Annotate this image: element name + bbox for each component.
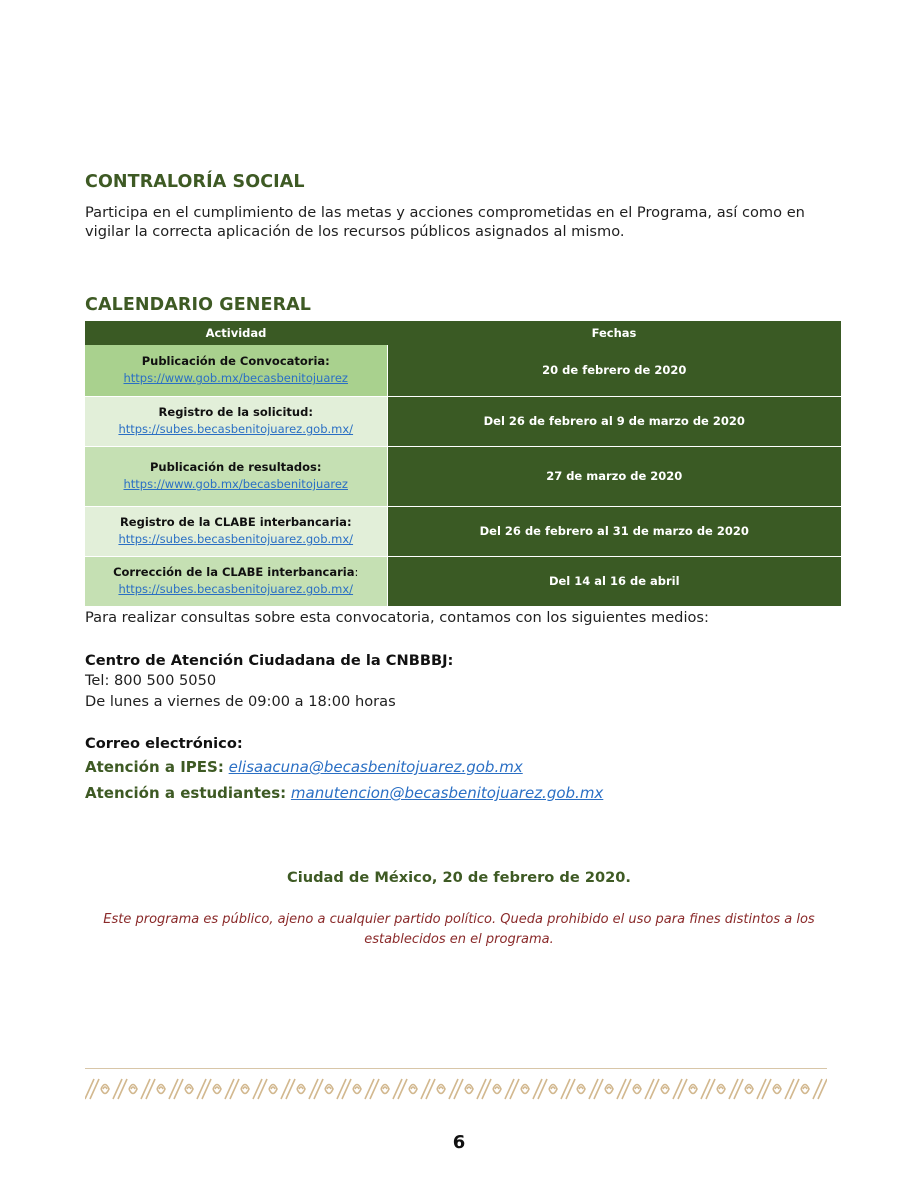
ornament-stroke [365,1079,379,1099]
contraloria-body: Participa en el cumplimiento de las metas y acciones comprometidas en el Programa, así como en vigilar la correcta aplicación de los recursos públicos asignados al mismo. [85,204,805,240]
activity-label-suffix: : [354,565,359,579]
ornament-swirl [717,1085,725,1094]
ornament-swirl [325,1085,333,1094]
ipes-label: Atención a IPES: [85,758,224,776]
ornament-stroke [449,1079,463,1099]
ornament-swirl [185,1085,193,1094]
ornament-stroke [589,1079,603,1099]
date-cell: 20 de febrero de 2020 [387,345,841,396]
ornament-stroke [141,1079,155,1099]
activity-cell [85,396,387,446]
footer-divider [85,1068,827,1069]
correo-title: Correo electrónico: [85,735,243,752]
ornament-stroke [197,1079,211,1099]
ornament-stroke [701,1079,715,1099]
page-number: 6 [452,1132,466,1153]
activity-link[interactable]: https://subes.becasbenitojuarez.gob.mx/ [118,422,354,436]
ornament-stroke [533,1079,547,1099]
activity-label-text: Corrección de la CLABE interbancaria [113,565,355,579]
activity-link[interactable]: https://subes.becasbenitojuarez.gob.mx/ [118,582,354,596]
ornament-swirl [353,1085,361,1094]
ornament-stroke [85,1079,99,1099]
activity-link[interactable]: https://www.gob.mx/becasbenitojuarez [123,477,348,491]
activity-label [85,564,387,581]
ornament-stroke [113,1079,127,1099]
activity-cell [85,345,387,396]
ornament-stroke [617,1079,631,1099]
ornament-stroke [757,1079,771,1099]
centro-title: Centro de Atención Ciudadana de la CNBBBJ: [85,652,454,669]
ornament-swirl [213,1085,221,1094]
table-header-row [85,321,841,345]
activity-label: Registro de la solicitud: [158,405,313,419]
centro-horario: De lunes a viernes de 09:00 a 18:00 horas [85,693,396,710]
ornament-swirl [689,1085,697,1094]
activity-link[interactable]: https://www.gob.mx/becasbenitojuarez [123,371,348,386]
ornament-swirl [633,1085,641,1094]
activity-label: Registro de la CLABE interbancaria: [119,515,352,529]
ornament-stroke [505,1079,519,1099]
calendario-title: CALENDARIO GENERAL [85,295,312,315]
ornament-stroke [169,1079,183,1099]
ornament-swirl [605,1085,613,1094]
centro-tel: Tel: 800 500 5050 [85,672,217,689]
ornament-swirl [465,1085,473,1094]
ornament-stroke [281,1079,295,1099]
date-cell: Del 26 de febrero al 31 de marzo de 2020 [387,506,841,556]
consultas-intro: Para realizar consultas sobre esta convocatoria, contamos con los siguientes medios: [85,609,709,626]
activity-label: Publicación de Convocatoria: [141,354,330,369]
ornament-swirl [745,1085,753,1094]
ornament-stroke [673,1079,687,1099]
ornament-stroke [393,1079,407,1099]
activity-cell [85,446,387,506]
contraloria-title: CONTRALORÍA SOCIAL [85,172,305,192]
ornament-swirl [157,1085,165,1094]
decorative-ornament-band [85,1077,827,1101]
ornament-swirl [801,1085,809,1094]
header-fechas: Fechas [387,321,841,345]
ornament-stroke [645,1079,659,1099]
estudiantes-email-link[interactable]: manutencion@becasbenitojuarez.gob.mx [290,784,604,802]
ornament-swirl [241,1085,249,1094]
table-row [85,506,841,556]
city-date: Ciudad de México, 20 de febrero de 2020. [287,869,631,886]
ornament-stroke [785,1079,799,1099]
table-row [85,345,841,396]
ornament-swirl [577,1085,585,1094]
activity-cell [85,506,387,556]
ornament-stroke [477,1079,491,1099]
ornament-stroke [337,1079,351,1099]
ornament-swirl [773,1085,781,1094]
activity-cell [85,556,387,606]
header-actividad: Actividad [85,321,387,345]
activity-link[interactable]: https://subes.becasbenitojuarez.gob.mx/ [118,532,354,546]
ornament-swirl [437,1085,445,1094]
legal-notice: Este programa es público, ajeno a cualquier partido político. Queda prohibido el uso para fines distintos a los establecidos en el programa. [103,912,815,947]
ornament-stroke [225,1079,239,1099]
ornament-swirl [493,1085,501,1094]
ipes-contact [85,758,523,776]
estudiantes-label: Atención a estudiantes: [85,784,287,802]
activity-label: Publicación de resultados: [150,460,322,474]
ornament-stroke [309,1079,323,1099]
date-cell: Del 14 al 16 de abril [387,556,841,606]
ornament-swirl [269,1085,277,1094]
ornament-swirl [521,1085,529,1094]
ornament-swirl [549,1085,557,1094]
ornament-swirl [381,1085,389,1094]
ornament-stroke [421,1079,435,1099]
table-row [85,446,841,506]
date-cell: 27 de marzo de 2020 [387,446,841,506]
estudiantes-contact [85,784,603,802]
ornament-stroke [561,1079,575,1099]
ipes-email-link[interactable]: elisaacuna@becasbenitojuarez.gob.mx [228,758,523,776]
ornament-stroke [813,1079,827,1099]
ornament-stroke [729,1079,743,1099]
ornament-swirl [661,1085,669,1094]
date-cell: Del 26 de febrero al 9 de marzo de 2020 [387,396,841,446]
ornament-swirl [129,1085,137,1094]
ornament-swirl [297,1085,305,1094]
table-row [85,396,841,446]
ornament-swirl [409,1085,417,1094]
calendar-table [85,321,841,607]
table-row [85,556,841,606]
ornament-swirl [101,1085,109,1094]
ornament-stroke [253,1079,267,1099]
